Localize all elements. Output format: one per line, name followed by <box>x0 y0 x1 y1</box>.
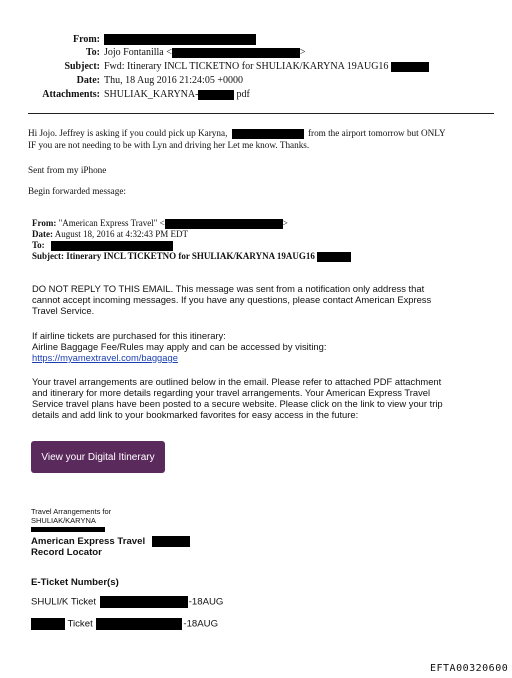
redaction <box>317 252 351 262</box>
redaction <box>391 62 429 72</box>
date-value: Thu, 18 Aug 2016 21:24:05 +0000 <box>104 75 243 86</box>
fwd-to-row: To: <box>32 240 173 251</box>
redaction <box>104 34 256 45</box>
view-digital-itinerary-button[interactable]: View your Digital Itinerary <box>31 441 165 473</box>
attachments-label: Attachments: <box>42 89 100 100</box>
record-locator-line-2: Record Locator <box>31 547 102 558</box>
airline-baggage-notice: If airline tickets are purchased for this itinerary: Airline Baggage Fee/Rules may apply and can be accessed by visiting: https://myamextravel.com/baggage <box>32 330 327 363</box>
redaction <box>165 219 283 229</box>
redaction <box>100 596 188 608</box>
traveler-name: SHULIAK/KARYNA <box>31 516 96 525</box>
from-value <box>104 34 256 46</box>
attachment-link[interactable]: SHULIAK_KARYNA- pdf <box>104 89 250 100</box>
travel-arrangements-for: Travel Arrangements for <box>31 507 112 516</box>
ticket-row-2: Ticket -18AUG <box>31 618 218 630</box>
redaction <box>152 536 190 547</box>
do-not-reply-notice: DO NOT REPLY TO THIS EMAIL. This message was sent from a notification only address that cannot accept incoming messages. If you have any questions, please contact American Express Travel Service. <box>32 283 432 316</box>
subject-value: Fwd: Itinerary INCL TICKETNO for SHULIAK/KARYNA 19AUG16 <box>104 61 429 73</box>
redaction <box>172 48 300 58</box>
record-locator-line-1: American Express Travel <box>31 536 190 547</box>
traveler-underline <box>31 527 105 532</box>
document-id: EFTA00320600 <box>430 663 509 674</box>
message-line-1: Hi Jojo. Jeffrey is asking if you could pick up Karyna, from the airport tomorrow but ONLY <box>28 128 446 138</box>
eticket-heading: E-Ticket Number(s) <box>31 577 119 588</box>
redaction <box>198 90 234 100</box>
from-label: From: <box>72 34 100 45</box>
begin-forwarded-line: Begin forwarded message: <box>28 186 126 196</box>
to-label: To: <box>85 47 100 58</box>
sent-from-line: Sent from my iPhone <box>28 165 107 175</box>
fwd-date-row: Date: August 18, 2016 at 4:32:43 PM EDT <box>32 229 189 239</box>
fwd-from-row: From: "American Express Travel" < > <box>32 218 288 228</box>
date-label: Date: <box>76 75 100 86</box>
baggage-link[interactable]: https://myamextravel.com/baggage <box>32 352 178 363</box>
ticket-row-1: SHULI/K Ticket -18AUG <box>31 596 224 608</box>
subject-label: Subject: <box>64 61 100 72</box>
redaction <box>96 618 182 630</box>
to-value: Jojo Fontanilla < > <box>104 47 306 58</box>
redaction <box>51 241 173 251</box>
fwd-subject-row: Subject: Itinerary INCL TICKETNO for SHULIAK/KARYNA 19AUG16 <box>32 251 351 262</box>
travel-arrangements-intro: Your travel arrangements are outlined below in the email. Please refer to attached PDF attachment and itinerary for more details regarding your travel arrangements. Your American Express Travel Service travel plans have been posted to a secure website. Please click on the link to view your trip details and add link to your bookmarked favorites for easy access in the future: <box>32 376 443 420</box>
redaction <box>232 129 304 139</box>
email-header <box>0 34 512 104</box>
header-divider <box>28 113 494 114</box>
message-line-2: IF you are not needing to be with Lyn and driving her Let me know. Thanks. <box>28 140 310 150</box>
redaction <box>31 618 65 630</box>
